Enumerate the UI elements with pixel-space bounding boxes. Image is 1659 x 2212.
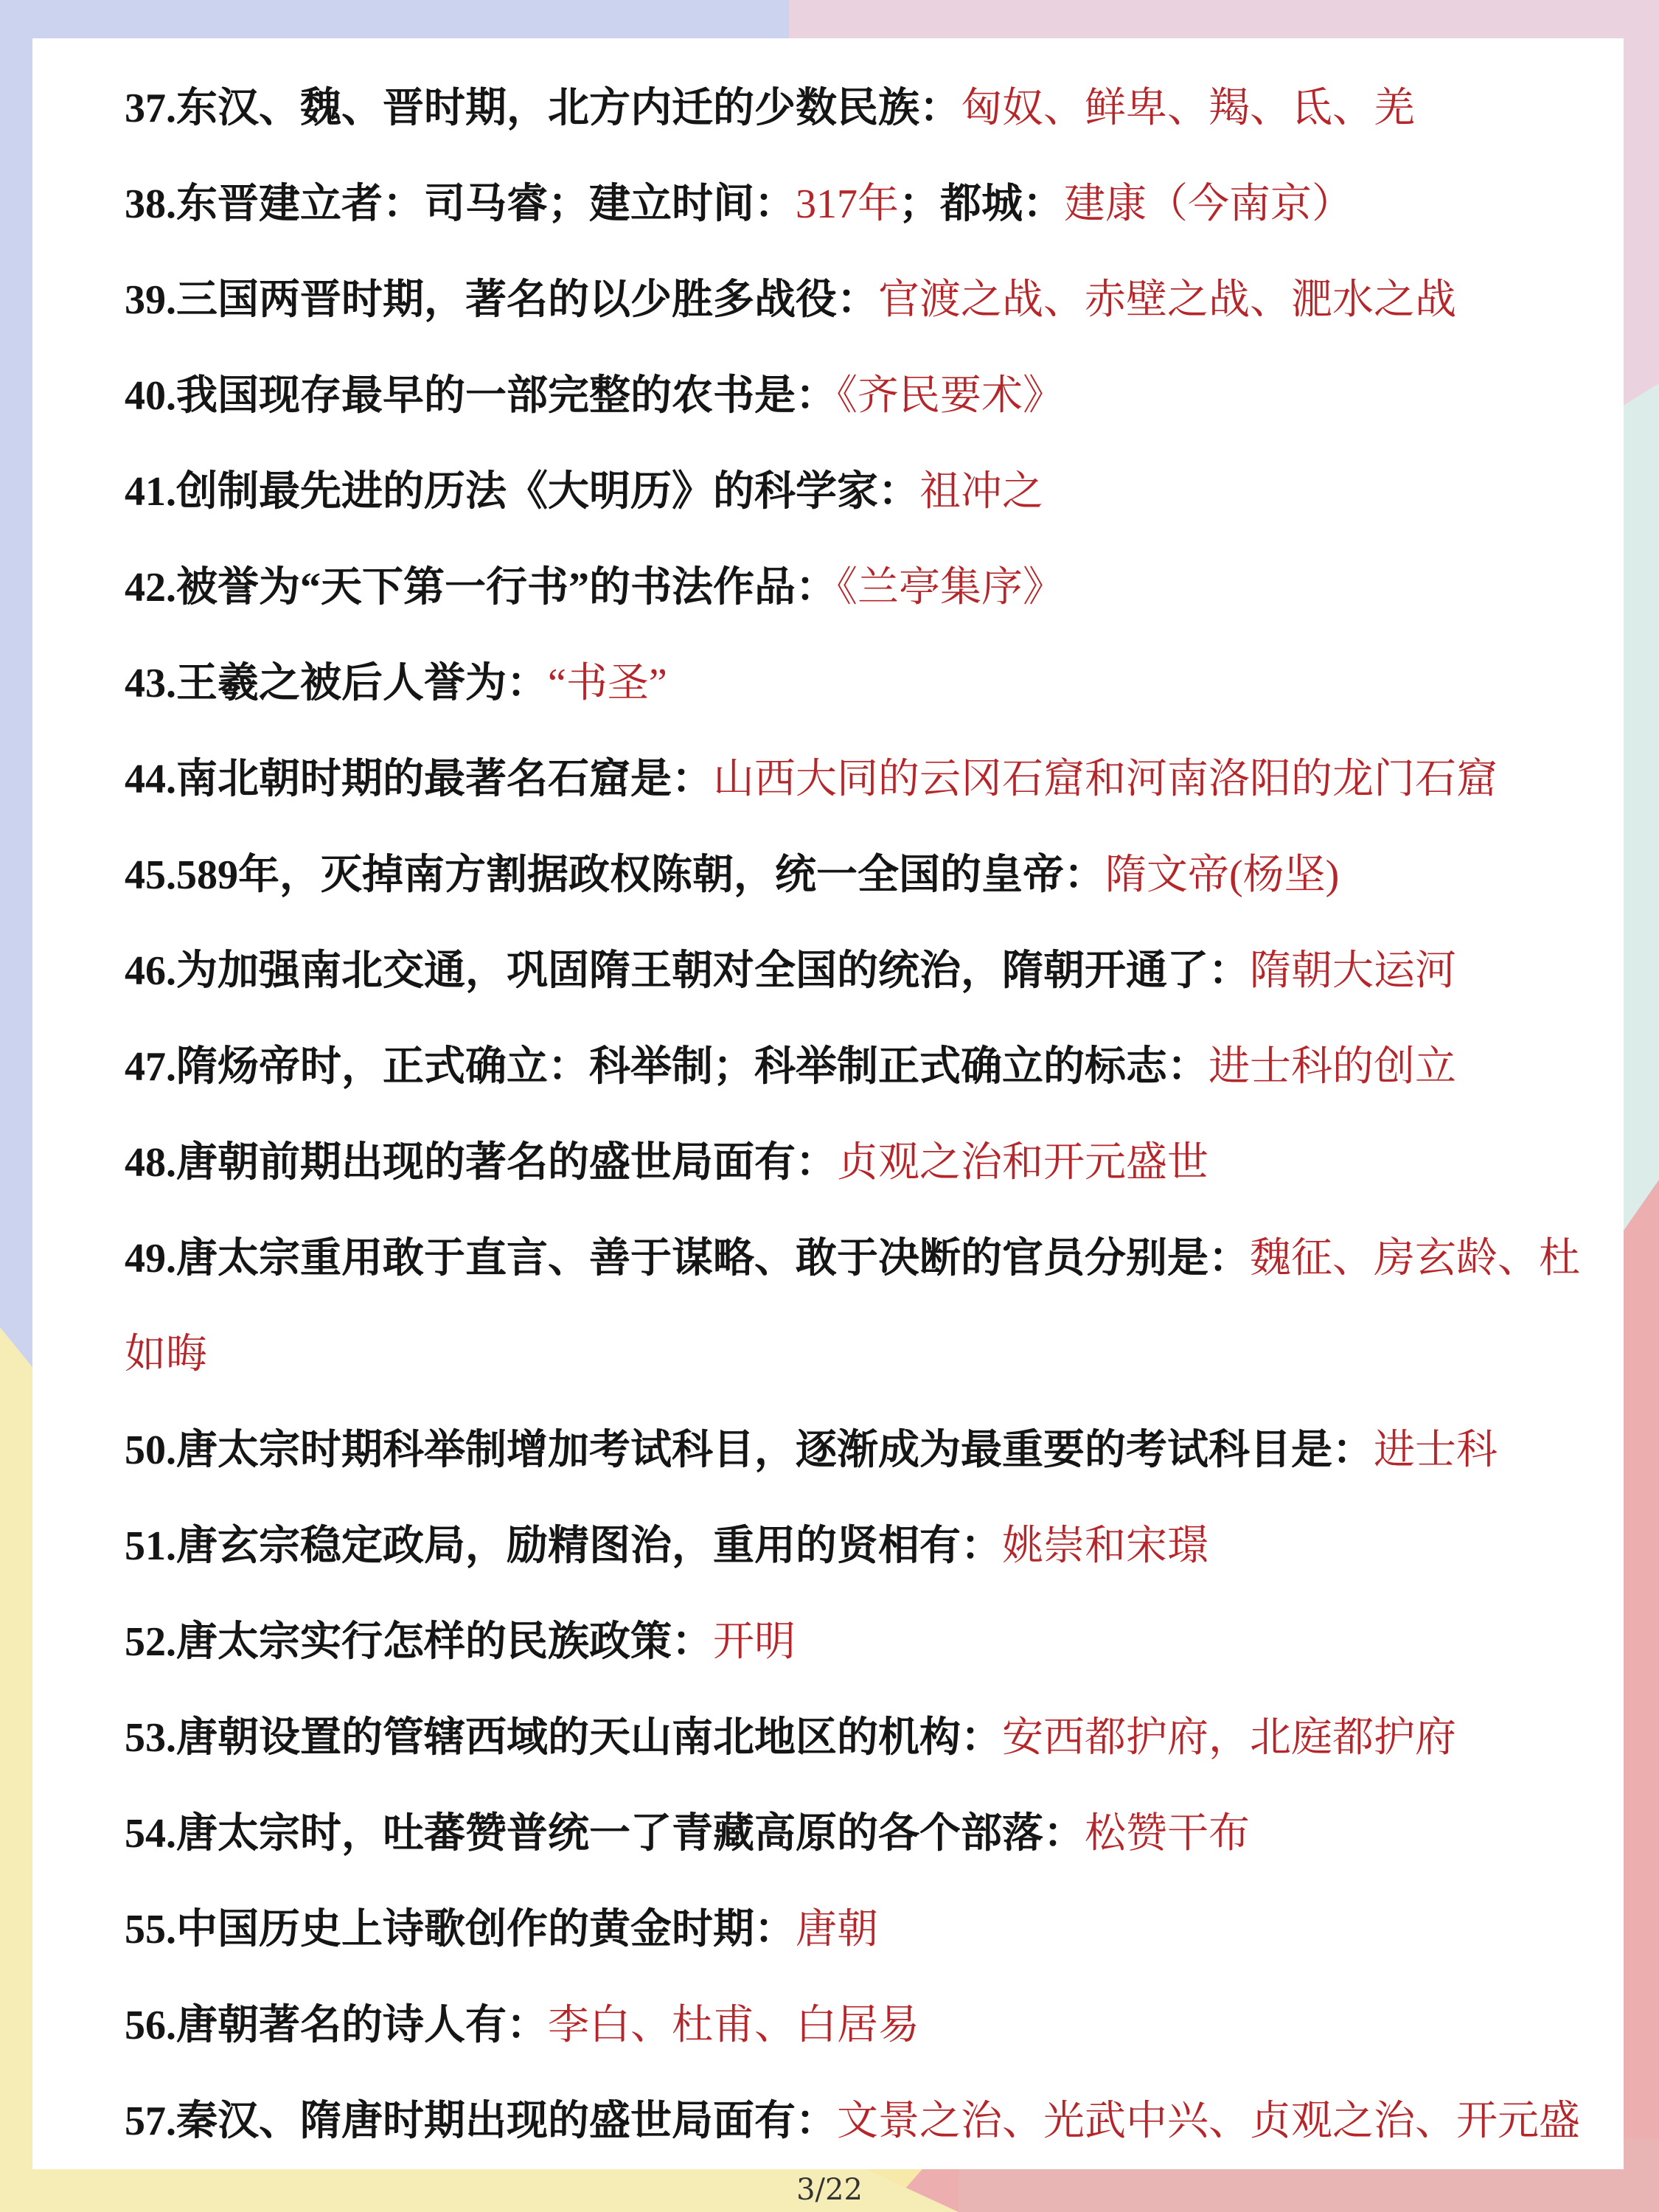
list-item <box>125 1115 1592 1211</box>
list-item <box>125 1978 1592 2073</box>
list-item <box>125 731 1592 827</box>
list-item <box>125 1594 1592 1690</box>
answer-text: 贞观之治和开元盛世 <box>837 1140 1208 1186</box>
list-item <box>125 156 1592 252</box>
list-item <box>125 923 1592 1019</box>
list-item <box>125 636 1592 731</box>
answer-text: 祖冲之 <box>919 469 1043 515</box>
answer-text: 文景之治、光武中兴、贞观之治、开元盛 <box>837 2098 1580 2144</box>
list-item <box>125 1882 1592 1978</box>
list-item <box>125 444 1592 540</box>
question-text: 53.唐朝设置的管辖西域的天山南北地区的机构： <box>125 1715 1002 1761</box>
answer-text: 开明 <box>713 1619 796 1665</box>
document-page <box>32 38 1624 2169</box>
answer-text: 隋朝大运河 <box>1250 948 1456 994</box>
question-text: 48.唐朝前期出现的著名的盛世局面有： <box>125 1140 837 1186</box>
answer-text: 进士科的创立 <box>1208 1044 1456 1090</box>
list-item <box>125 252 1592 348</box>
question-text-continued: ；都城： <box>899 181 1064 227</box>
answer-text: 姚崇和宋璟 <box>1002 1523 1208 1569</box>
page-number: 3/22 <box>796 2173 863 2207</box>
question-text: 37.东汉、魏、晋时期，北方内迁的少数民族： <box>125 86 961 131</box>
answer-text: 官渡之战、赤壁之战、淝水之战 <box>878 277 1456 323</box>
answer-text: 进士科 <box>1374 1427 1498 1473</box>
question-text: 43.王羲之被后人誉为： <box>125 661 548 706</box>
answer-text: 317年 <box>796 181 899 227</box>
question-text: 45.589年，灭掉南方割据政权陈朝，统一全国的皇帝： <box>125 852 1105 898</box>
answer-text: 唐朝 <box>796 1907 878 1952</box>
qa-list <box>125 60 1592 2169</box>
question-text: 40.我国现存最早的一部完整的农书是： <box>125 373 837 419</box>
question-text: 55.中国历史上诗歌创作的黄金时期： <box>125 1907 796 1952</box>
list-item <box>125 348 1592 444</box>
question-text: 49.唐太宗重用敢于直言、善于谋略、敢于决断的官员分别是： <box>125 1236 1250 1281</box>
answer-text: 《齐民要术》 <box>837 373 1064 419</box>
question-text: 41.创制最先进的历法《大明历》的科学家： <box>125 469 919 515</box>
list-item <box>125 827 1592 923</box>
answer-text: 松赞干布 <box>1085 1811 1250 1857</box>
question-text: 50.唐太宗时期科举制增加考试科目，逐渐成为最重要的考试科目是： <box>125 1427 1374 1473</box>
question-text: 47.隋炀帝时，正式确立：科举制；科举制正式确立的标志： <box>125 1044 1208 1090</box>
list-item <box>125 1690 1592 1786</box>
question-text: 57.秦汉、隋唐时期出现的盛世局面有： <box>125 2098 837 2144</box>
answer-text: 隋文帝(杨坚) <box>1105 852 1340 898</box>
answer-text: 魏征、房玄龄、杜如晦 <box>125 1236 1580 1377</box>
list-item <box>125 1019 1592 1115</box>
answer-text-continued: 建康（今南京） <box>1064 181 1353 227</box>
list-item <box>125 60 1592 156</box>
question-text: 42.被誉为“天下第一行书”的书法作品： <box>125 565 837 611</box>
list-item <box>125 1498 1592 1594</box>
list-item <box>125 1402 1592 1498</box>
question-text: 39.三国两晋时期，著名的以少胜多战役： <box>125 277 878 323</box>
answer-text: 安西都护府，北庭都护府 <box>1002 1715 1456 1761</box>
question-text: 44.南北朝时期的最著名石窟是： <box>125 757 713 802</box>
question-text: 54.唐太宗时，吐蕃赞普统一了青藏高原的各个部落： <box>125 1811 1085 1857</box>
list-item <box>125 540 1592 636</box>
answer-text: “书圣” <box>548 661 667 706</box>
question-text: 46.为加强南北交通，巩固隋王朝对全国的统治，隋朝开通了： <box>125 948 1250 994</box>
answer-text: 山西大同的云冈石窟和河南洛阳的龙门石窟 <box>713 757 1498 802</box>
list-item <box>125 1786 1592 1882</box>
question-text: 51.唐玄宗稳定政局，励精图治，重用的贤相有： <box>125 1523 1002 1569</box>
answer-text: 李白、杜甫、白居易 <box>548 2003 919 2048</box>
question-text: 56.唐朝著名的诗人有： <box>125 2003 548 2048</box>
answer-text: 匈奴、鲜卑、羯、氐、羌 <box>961 86 1415 131</box>
question-text: 52.唐太宗实行怎样的民族政策： <box>125 1619 713 1665</box>
list-item <box>125 1211 1592 1402</box>
list-item <box>125 2073 1592 2169</box>
answer-text: 《兰亭集序》 <box>837 565 1064 611</box>
question-text: 38.东晋建立者：司马睿；建立时间： <box>125 181 796 227</box>
